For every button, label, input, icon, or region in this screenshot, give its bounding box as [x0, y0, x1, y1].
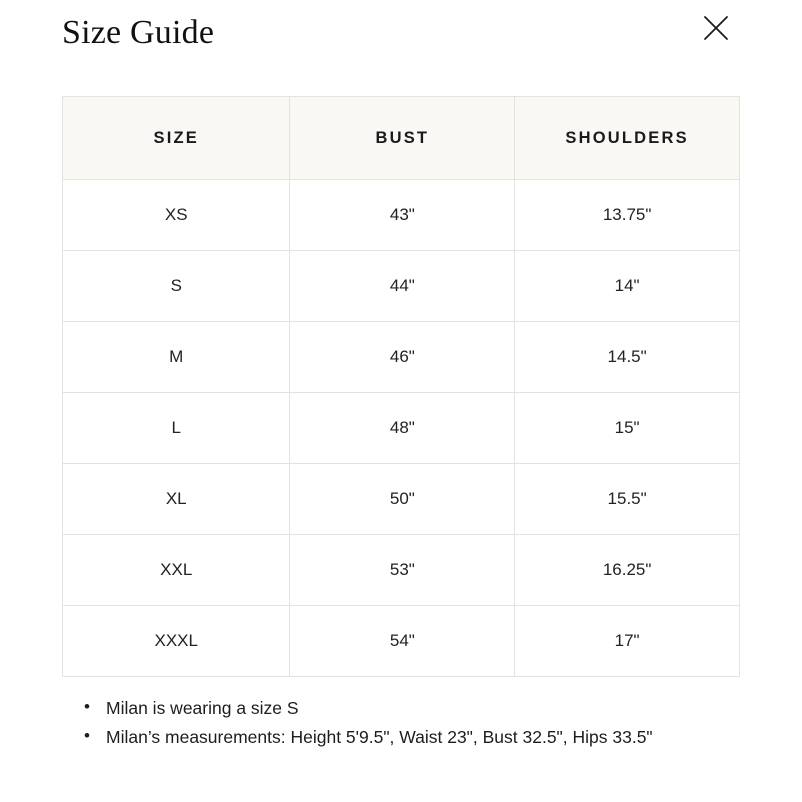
cell-size: XXXL: [63, 606, 290, 677]
cell-shoulders: 15.5": [515, 464, 740, 535]
cell-bust: 54": [290, 606, 515, 677]
cell-size: XS: [63, 180, 290, 251]
cell-shoulders: 14": [515, 251, 740, 322]
cell-shoulders: 15": [515, 393, 740, 464]
cell-size: XXL: [63, 535, 290, 606]
modal-header: [62, 0, 740, 96]
table-row: [63, 535, 740, 606]
table-row: [63, 464, 740, 535]
cell-size: S: [63, 251, 290, 322]
cell-bust: 53": [290, 535, 515, 606]
table-row: [63, 322, 740, 393]
cell-bust: 43": [290, 180, 515, 251]
table-row: [63, 606, 740, 677]
column-header-bust: BUST: [290, 97, 515, 180]
close-button[interactable]: [694, 6, 738, 50]
cell-size: L: [63, 393, 290, 464]
cell-shoulders: 13.75": [515, 180, 740, 251]
cell-shoulders: 16.25": [515, 535, 740, 606]
list-item: • Milan’s measurements: Height 5'9.5", Waist 23", Bust 32.5", Hips 33.5": [84, 724, 740, 751]
cell-bust: 46": [290, 322, 515, 393]
table-header: [63, 97, 740, 180]
cell-shoulders: 14.5": [515, 322, 740, 393]
cell-bust: 50": [290, 464, 515, 535]
size-chart-table: [62, 96, 740, 677]
column-header-shoulders: SHOULDERS: [515, 97, 740, 180]
close-icon: [701, 13, 731, 43]
cell-bust: 48": [290, 393, 515, 464]
table-header-row: [63, 97, 740, 180]
page-title: Size Guide: [62, 14, 215, 51]
table-row: [63, 393, 740, 464]
column-header-size: SIZE: [63, 97, 290, 180]
cell-shoulders: 17": [515, 606, 740, 677]
cell-size: XL: [63, 464, 290, 535]
table-row: [63, 180, 740, 251]
list-item: • Milan is wearing a size S: [84, 695, 740, 722]
cell-size: M: [63, 322, 290, 393]
model-notes-list: [62, 695, 740, 751]
cell-bust: 44": [290, 251, 515, 322]
table-body: [63, 180, 740, 677]
table-row: [63, 251, 740, 322]
